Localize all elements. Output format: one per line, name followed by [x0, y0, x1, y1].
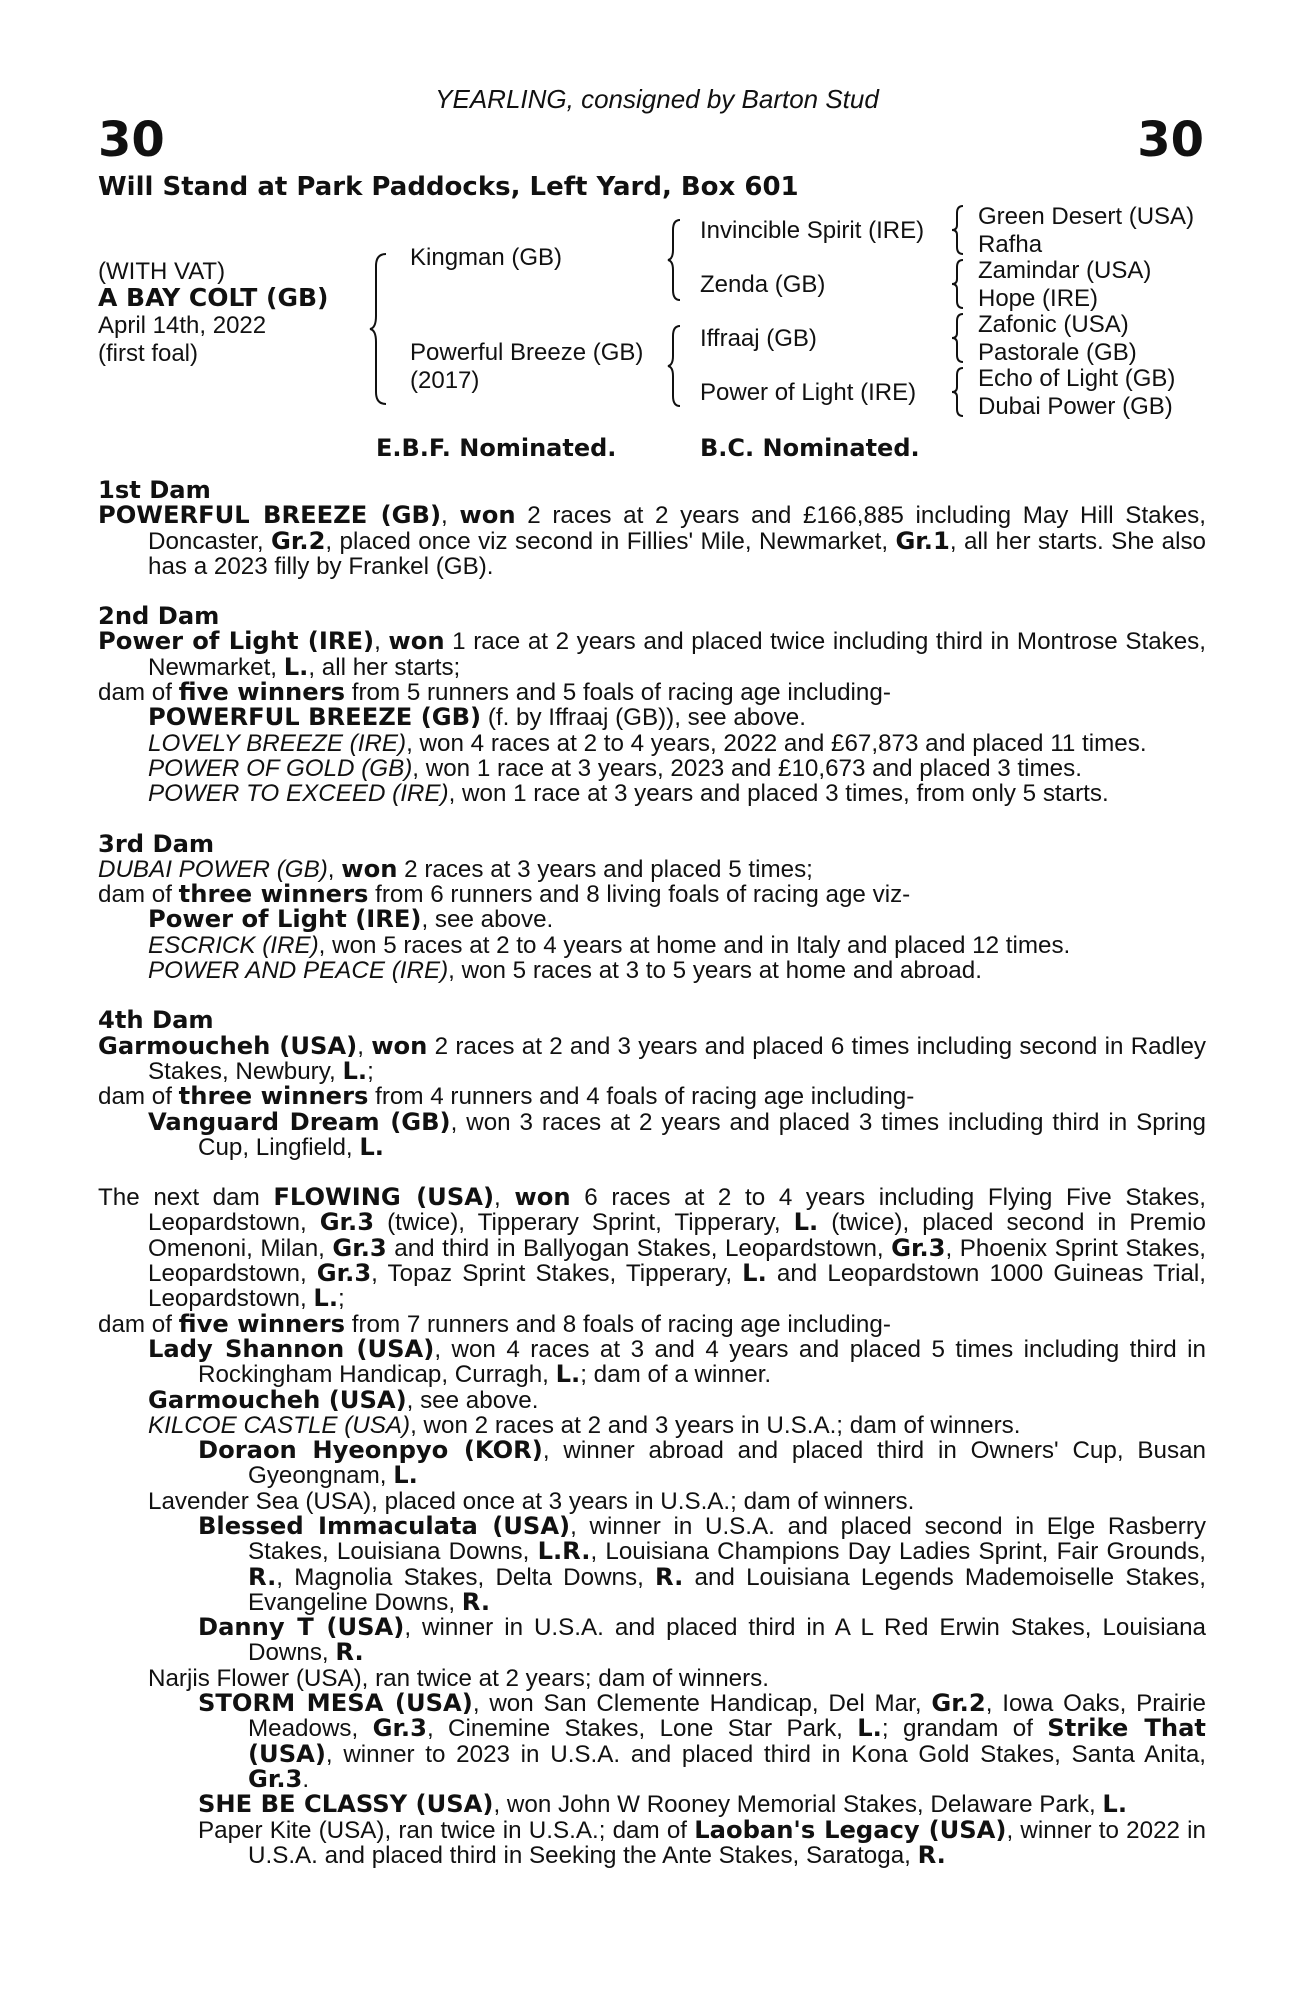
produce-entry	[98, 731, 1206, 756]
dam: Powerful Breeze (GB)	[410, 339, 644, 366]
horse-name: POWER OF GOLD (GB)	[148, 754, 413, 782]
produce-entry	[98, 958, 1206, 983]
next-dam-record: The next dam FLOWING (USA), won 6 races at 2 to 4 years including Flying Five Stakes, Leopardstown, Gr.3 (twice), Tipperary Sprint, Tipperary, L. (twice), placed second in Premio Omenoni, Milan, Gr.3 and third in Ballyogan Stakes, Leopardstown, Gr.3, Phoenix Sprint Stakes, Leopardstown, Gr.3, Topaz Sprint Stakes, Tipperary, L. and Leopardstown 1000 Guineas Trial, Leopardstown, L.;	[98, 1183, 1207, 1313]
foaling-date: April 14th, 2022	[98, 312, 267, 339]
record-text: , Magnolia Stakes, Delta Downs,	[276, 1563, 656, 1591]
record-text: , see above.	[421, 906, 554, 934]
produce-entry	[98, 756, 1206, 781]
record-text: , won 1 race at 3 years and placed 3 times, from only 5 starts.	[448, 780, 1109, 808]
third-dam-record: DUBAI POWER (GB), won 2 races at 3 years and placed 5 times;	[98, 854, 813, 883]
next-dam-section	[98, 1185, 1206, 1868]
gen3-brace-2	[950, 258, 966, 310]
horse-name: POWERFUL BREEZE (GB)	[98, 501, 441, 530]
won-label: won	[514, 1183, 571, 1212]
gen3-dss: Zafonic (USA)	[978, 311, 1129, 338]
bc-nomination: B.C. Nominated.	[700, 434, 920, 462]
produce-entry	[98, 1691, 1206, 1792]
produce-entry	[98, 1385, 1206, 1414]
grade-label: L.	[555, 1360, 581, 1389]
record-text: (f. by Iffraaj (GB)), see above.	[481, 704, 806, 732]
produce-entry: Narjis Flower (USA), ran twice at 2 years; dam of winners.	[148, 1664, 769, 1692]
produce-summary	[98, 1084, 1206, 1109]
lot-name: A BAY COLT (GB)	[98, 283, 329, 312]
fourth-dam-section	[98, 1008, 1206, 1160]
record-text: The next dam	[98, 1184, 274, 1212]
record-text: and Louisiana Legends Mademoiselle Stakes, Evangeline Downs,	[248, 1563, 1206, 1616]
grade-label: L.	[283, 652, 309, 681]
produce-summary	[98, 882, 1206, 907]
dam-dam: Power of Light (IRE)	[700, 379, 917, 406]
grade-label: L.	[342, 1056, 368, 1085]
lot-number-right: 30	[1137, 112, 1204, 168]
first-dam-record: POWERFUL BREEZE (GB), won 2 races at 2 years and £166,885 including May Hill Stakes, Doncaster, Gr.2, placed once viz second in Fillies' Mile, Newmarket, Gr.1, all her starts. She also has a 2023 filly by Frankel (GB).	[98, 501, 1207, 580]
second-dam-record: Power of Light (IRE), won 1 race at 2 years and placed twice including third in Montrose Stakes, Newmarket, L., all her starts;	[98, 627, 1206, 681]
record-text: from 5 runners and 5 foals of racing age including-	[345, 679, 891, 707]
record-text: (twice), placed second in Premio Omenoni, Milan,	[148, 1209, 1206, 1262]
record-text: from 7 runners and 8 foals of racing age including-	[345, 1310, 891, 1338]
horse-name: Blessed Immaculata (USA)	[198, 1511, 571, 1540]
gen3-ssd: Rafha	[978, 231, 1043, 258]
grade-label: L.	[359, 1132, 384, 1161]
stand-location: Will Stand at Park Paddocks, Left Yard, Box 601	[98, 172, 799, 202]
record-text: , see above.	[406, 1386, 539, 1414]
produce-entry	[98, 705, 1206, 730]
produce-entry	[98, 1334, 1206, 1389]
gen3-brace-3	[950, 312, 966, 364]
horse-name: Power of Light (IRE)	[148, 905, 422, 934]
gen2-dam-brace	[666, 324, 684, 408]
record-text: and Leopardstown 1000 Guineas Trial, Leopardstown,	[148, 1260, 1206, 1313]
horse-name: DUBAI POWER (GB)	[98, 855, 328, 883]
grade-label: Gr.3	[319, 1208, 375, 1237]
grade-label: L.	[793, 1208, 819, 1237]
record-text: 6 races at 2 to 4 years including Flying Five Stakes, Leopardstown,	[148, 1184, 1206, 1237]
produce-entry	[98, 1413, 1206, 1438]
record-text: , Topaz Sprint Stakes, Tipperary,	[371, 1260, 743, 1288]
produce-entry	[98, 1815, 1206, 1869]
grade-label: R.	[917, 1840, 946, 1869]
winners-count: five winners	[178, 1309, 345, 1338]
foal-note: (first foal)	[98, 340, 199, 367]
grade-label: Gr.3	[332, 1233, 387, 1262]
record-text: ;	[338, 1285, 345, 1313]
sire-dam: Zenda (GB)	[700, 271, 826, 298]
gen3-sds: Zamindar (USA)	[978, 257, 1152, 284]
record-text: Paper Kite (USA), ran twice in U.S.A.; dam of	[198, 1816, 695, 1844]
record-text: dam of	[98, 1310, 179, 1338]
record-text: , won John W Rooney Memorial Stakes, Delaware Park,	[493, 1791, 1103, 1819]
sire: Kingman (GB)	[410, 244, 563, 271]
record-text: dam of	[98, 881, 179, 909]
horse-name: Laoban's Legacy (USA)	[694, 1815, 1007, 1844]
grade-label: R.	[335, 1638, 364, 1667]
horse-name: KILCOE CASTLE (USA)	[148, 1411, 411, 1439]
gen3-brace-4	[950, 366, 966, 418]
record-text: , won 1 race at 3 years, 2023 and £10,673 and placed 3 times.	[412, 754, 1082, 782]
horse-name: Danny T (USA)	[198, 1613, 405, 1642]
record-text: (twice), Tipperary Sprint, Tipperary,	[374, 1209, 794, 1237]
horse-name: Vanguard Dream (GB)	[148, 1107, 451, 1136]
record-text: 2 races at 2 and 3 years and placed 6 times including second in Radley Stakes, Newbury,	[148, 1032, 1206, 1085]
record-text: , won 3 races at 2 years and placed 3 times including third in Spring Cup, Lingfield,	[198, 1108, 1206, 1161]
record-text: , winner abroad and placed third in Owners' Cup, Busan Gyeongnam,	[248, 1437, 1206, 1490]
record-text: from 4 runners and 4 foals of racing age including-	[368, 1083, 915, 1111]
record-text: , won 2 races at 2 and 3 years in U.S.A.; dam of winners.	[410, 1411, 1021, 1439]
record-text: , winner in U.S.A. and placed third in A L Red Erwin Stakes, Louisiana Downs,	[248, 1614, 1206, 1667]
produce-summary	[98, 1309, 1206, 1338]
section-heading: 1st Dam	[98, 476, 211, 504]
horse-name: FLOWING (USA)	[273, 1183, 495, 1212]
section-heading: 2nd Dam	[98, 602, 220, 631]
record-text: , winner to 2022 in U.S.A. and placed third in Seeking the Ante Stakes, Saratoga,	[248, 1816, 1206, 1869]
record-text: , Cinemine Stakes, Lone Star Park,	[426, 1715, 858, 1743]
horse-name: STORM MESA (USA)	[198, 1689, 473, 1718]
grade-label: R.	[248, 1562, 277, 1591]
horse-name: SHE BE CLASSY (USA)	[198, 1790, 494, 1819]
grade-label: L.	[742, 1259, 767, 1288]
won-label: won	[341, 854, 398, 883]
record-text: , Iowa Oaks, Prairie Meadows,	[248, 1690, 1206, 1743]
horse-name: POWER TO EXCEED (IRE)	[148, 780, 449, 808]
winners-count: three winners	[178, 1082, 369, 1111]
horse-name: ESCRICK (IRE)	[148, 931, 319, 959]
horse-name: Lady Shannon (USA)	[148, 1334, 435, 1363]
horse-name: Strike That (USA)	[248, 1714, 1206, 1768]
record-text: , won San Clemente Handicap, Del Mar,	[472, 1690, 932, 1718]
fourth-dam-record: Garmoucheh (USA), won 2 races at 2 and 3 years and placed 6 times including second in Radley Stakes, Newbury, L.;	[98, 1031, 1206, 1085]
gen3-dds: Echo of Light (GB)	[978, 365, 1176, 392]
ebf-nomination: E.B.F. Nominated.	[376, 434, 617, 462]
record-text: 1 race at 2 years and placed twice including third in Montrose Stakes, Newmarket,	[148, 628, 1206, 681]
record-text: ; dam of a winner.	[580, 1361, 772, 1389]
grade-label: L.	[393, 1461, 418, 1490]
gen2-sire-brace	[666, 218, 684, 302]
catalogue-body	[98, 478, 1206, 1868]
first-dam-section	[98, 478, 1206, 579]
record-text: , won 4 races at 3 and 4 years and placed 5 times including third in Rockingham Handicap, Curragh,	[198, 1335, 1206, 1389]
record-text: , won 4 races at 2 to 4 years, 2022 and £67,873 and placed 11 times.	[406, 729, 1147, 757]
record-text: dam of	[98, 679, 179, 707]
produce-entry: Lavender Sea (USA), placed once at 3 years in U.S.A.; dam of winners.	[148, 1487, 915, 1515]
grade-label: R.	[461, 1587, 491, 1616]
horse-name: Power of Light (IRE)	[98, 627, 375, 656]
grade-label: Gr.3	[372, 1714, 427, 1743]
record-text: , all her starts. She also has a 2023 filly by Frankel (GB).	[148, 527, 1207, 580]
won-label: won	[459, 501, 516, 530]
grade-label: Gr.3	[248, 1764, 303, 1793]
grade-label: L.	[313, 1284, 339, 1313]
produce-entry	[98, 1511, 1207, 1616]
grade-label: R.	[655, 1562, 684, 1591]
gen3-sss: Green Desert (USA)	[978, 203, 1195, 230]
lot-number-left: 30	[98, 112, 165, 168]
record-text: 2 races at 3 years and placed 5 times;	[397, 855, 813, 883]
section-heading: 3rd Dam	[98, 829, 215, 858]
record-text: , Phoenix Sprint Stakes, Leopardstown,	[148, 1234, 1207, 1288]
record-text: 2 races at 2 years and £166,885 including May Hill Stakes, Doncaster,	[148, 502, 1206, 555]
gen3-dsd: Pastorale (GB)	[978, 339, 1137, 366]
gen3-sdd: Hope (IRE)	[978, 285, 1099, 312]
produce-entry	[98, 781, 1206, 806]
produce-entry	[98, 1792, 1206, 1817]
record-text: from 6 runners and 8 living foals of racing age viz-	[368, 881, 911, 909]
gen1-brace	[368, 252, 390, 406]
horse-name: Doraon Hyeonpyo (KOR)	[198, 1436, 543, 1465]
horse-name: LOVELY BREEZE (IRE)	[148, 729, 407, 757]
winners-count: three winners	[178, 880, 369, 909]
record-text: , won 5 races at 3 to 5 years at home and abroad.	[448, 957, 982, 985]
record-text: , winner in U.S.A. and placed second in Elge Rasberry Stakes, Louisiana Downs,	[248, 1512, 1207, 1566]
produce-entry	[98, 1615, 1206, 1666]
won-label: won	[371, 1031, 428, 1060]
consignment-heading: YEARLING, consigned by Barton Stud	[435, 84, 879, 114]
record-text: , won 5 races at 2 to 4 years at home and in Italy and placed 12 times.	[318, 931, 1071, 959]
record-text: , winner to 2023 in U.S.A. and placed third in Kona Gold Stakes, Santa Anita,	[325, 1740, 1206, 1768]
horse-name: POWER AND PEACE (IRE)	[148, 957, 449, 985]
grade-label: Gr.2	[271, 526, 326, 555]
record-text: ; grandam of	[881, 1715, 1048, 1743]
grade-label: Gr.1	[895, 526, 950, 555]
record-text: ;	[367, 1057, 374, 1085]
horse-name: POWERFUL BREEZE (GB)	[148, 703, 482, 732]
gen3-brace-1	[950, 204, 966, 256]
sire-sire: Invincible Spirit (IRE)	[700, 217, 925, 244]
third-dam-section	[98, 829, 1206, 985]
produce-summary	[98, 680, 1206, 705]
grade-label: Gr.2	[931, 1689, 986, 1718]
gen3-ddd: Dubai Power (GB)	[978, 393, 1173, 420]
record-text: , placed once viz second in Fillies' Mile, Newmarket,	[325, 527, 896, 555]
grade-label: L.	[857, 1714, 882, 1743]
produce-entry	[98, 933, 1206, 958]
dam-sire: Iffraaj (GB)	[700, 325, 817, 352]
second-dam-section	[98, 604, 1206, 806]
horse-name: Garmoucheh (USA)	[148, 1385, 407, 1414]
dam-year: (2017)	[410, 367, 480, 394]
grade-label: Gr.3	[316, 1259, 372, 1288]
record-text: and third in Ballyogan Stakes, Leopardstown,	[386, 1234, 892, 1262]
record-text: dam of	[98, 1083, 179, 1111]
won-label: won	[388, 627, 445, 656]
produce-entry	[98, 1438, 1206, 1489]
horse-name: Garmoucheh (USA)	[98, 1031, 358, 1060]
grade-label: Gr.3	[891, 1233, 946, 1262]
grade-label: L.	[1102, 1790, 1128, 1819]
section-heading: 4th Dam	[98, 1006, 214, 1035]
winners-count: five winners	[178, 678, 345, 707]
grade-label: L.R.	[537, 1537, 591, 1566]
vat-note: (WITH VAT)	[98, 258, 226, 285]
record-text: , Louisiana Champions Day Ladies Sprint, Fair Grounds,	[590, 1538, 1206, 1566]
record-text: .	[302, 1765, 310, 1793]
produce-entry	[98, 1107, 1206, 1161]
record-text: , all her starts;	[308, 653, 461, 681]
produce-entry	[98, 907, 1206, 932]
